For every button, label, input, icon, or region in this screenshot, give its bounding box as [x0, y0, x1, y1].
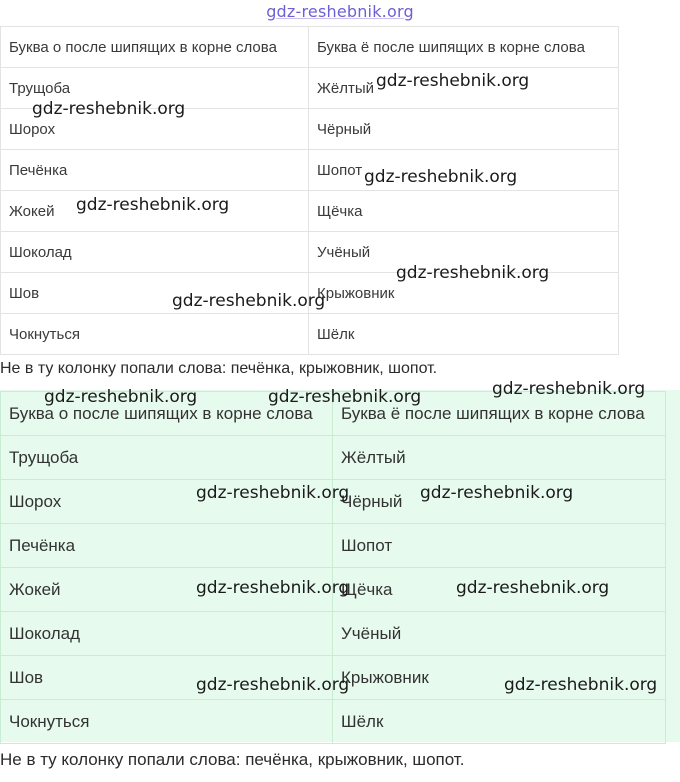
watermark: gdz-reshebnik.org	[268, 387, 422, 407]
watermark: gdz-reshebnik.org	[420, 483, 574, 503]
table-row	[1, 314, 619, 355]
table-row	[1, 273, 619, 314]
watermark: gdz-reshebnik.org	[196, 675, 350, 695]
table-row	[1, 700, 666, 744]
table-cell: Шопот	[333, 524, 666, 568]
table-cell: Жёлтый	[309, 68, 619, 109]
site-header-link[interactable]: gdz-reshebnik.org	[266, 2, 414, 21]
table-cell: Шов	[1, 273, 309, 314]
table-cell: Трущоба	[1, 68, 309, 109]
table-cell: Чокнуться	[1, 700, 333, 744]
table-header-cell: Буква о после шипящих в корне слова	[1, 27, 309, 68]
answer-table-2	[0, 391, 666, 744]
table-row	[1, 232, 619, 273]
table-row	[1, 436, 666, 480]
table-cell: Крыжовник	[309, 273, 619, 314]
watermark: gdz-reshebnik.org	[32, 99, 186, 119]
table-cell: Чокнуться	[1, 314, 309, 355]
table-row	[1, 150, 619, 191]
table-header-row	[1, 392, 666, 436]
table-row	[1, 109, 619, 150]
watermark: gdz-reshebnik.org	[456, 578, 610, 598]
table-cell: Щёчка	[333, 568, 666, 612]
table-cell: Щёчка	[309, 191, 619, 232]
table-header-cell: Буква о после шипящих в корне слова	[1, 392, 333, 436]
table-cell: Шёлк	[333, 700, 666, 744]
table-cell: Печёнка	[1, 150, 309, 191]
watermark: gdz-reshebnik.org	[364, 167, 518, 187]
table-cell: Шёлк	[309, 314, 619, 355]
table-header-row	[1, 27, 619, 68]
table-row	[1, 68, 619, 109]
table-row	[1, 524, 666, 568]
table-row	[1, 656, 666, 700]
watermark: gdz-reshebnik.org	[492, 379, 646, 399]
table-cell: Крыжовник	[333, 656, 666, 700]
table-cell: Шорох	[1, 109, 309, 150]
watermark: gdz-reshebnik.org	[376, 71, 530, 91]
table-cell: Шов	[1, 656, 333, 700]
watermark: gdz-reshebnik.org	[172, 291, 326, 311]
table-header-cell: Буква ё после шипящих в корне слова	[333, 392, 666, 436]
answer-table-1	[0, 26, 619, 355]
table-cell: Шоколад	[1, 612, 333, 656]
table-row	[1, 568, 666, 612]
watermark: gdz-reshebnik.org	[504, 675, 658, 695]
table-cell: Учёный	[333, 612, 666, 656]
table-cell: Жокей	[1, 568, 333, 612]
table-cell: Шорох	[1, 480, 333, 524]
table-cell: Жокей	[1, 191, 309, 232]
table-cell: Жёлтый	[333, 436, 666, 480]
watermark: gdz-reshebnik.org	[76, 195, 230, 215]
watermark: gdz-reshebnik.org	[44, 387, 198, 407]
watermark: gdz-reshebnik.org	[396, 263, 550, 283]
table-cell: Чёрный	[309, 109, 619, 150]
watermark: gdz-reshebnik.org	[196, 483, 350, 503]
answer-note: Не в ту колонку попали слова: печёнка, крыжовник, шопот.	[0, 750, 465, 769]
table-row	[1, 612, 666, 656]
table-row	[1, 191, 619, 232]
answer-note: Не в ту колонку попали слова: печёнка, крыжовник, шопот.	[0, 360, 438, 377]
table-header-cell: Буква ё после шипящих в корне слова	[309, 27, 619, 68]
table-cell: Шоколад	[1, 232, 309, 273]
watermark: gdz-reshebnik.org	[196, 578, 350, 598]
table-cell: Чёрный	[333, 480, 666, 524]
table-cell: Трущоба	[1, 436, 333, 480]
table-row	[1, 480, 666, 524]
table-cell: Печёнка	[1, 524, 333, 568]
table-cell: Шопот	[309, 150, 619, 191]
table-cell: Учёный	[309, 232, 619, 273]
